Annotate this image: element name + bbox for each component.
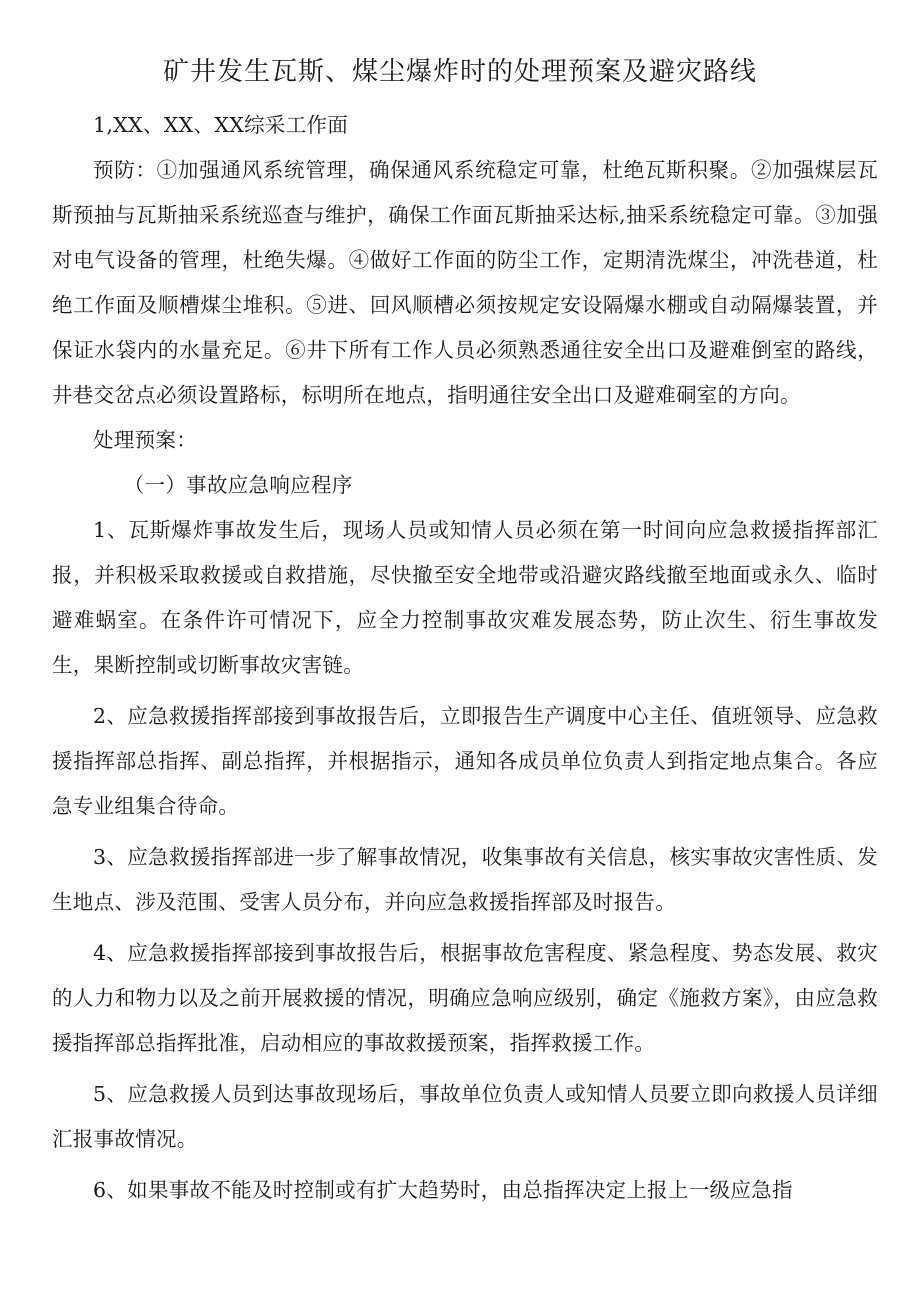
step-paragraph-6: 6、如果事故不能及时控制或有扩大趋势时，由总指挥决定上报上一级应急指 — [93, 1178, 793, 1202]
document-title: 矿井发生瓦斯、煤尘爆炸时的处理预案及避灾路线 — [162, 57, 757, 87]
section-heading: 1,XX、XX、XX综采工作面 — [93, 113, 349, 137]
plan-heading: 处理预案： — [93, 428, 197, 452]
step-paragraph-3: 3、应急救援指挥部进一步了解事故情况，收集事故有关信息，核实事故灾害性质、发生地点、涉及范围、受害人员分布，并向应急救援指挥部及时报告。 — [52, 845, 878, 914]
document-body — [52, 103, 878, 1219]
step-paragraph-2: 2、应急救援指挥部接到事故报告后，立即报告生产调度中心主任、值班领导、应急救援指挥部总指挥、副总指挥，并根据指示，通知各成员单位负责人到指定地点集合。各应急专业组集合待命。 — [52, 704, 878, 818]
step-paragraph-4: 4、应急救援指挥部接到事故报告后，根据事故危害程度、紧急程度、势态发展、救灾的人力和物力以及之前开展救援的情况，明确应急响应级别，确定《施救方案》，由应急救援指挥部总指挥批准，启动相应的事故救援预案，指挥救援工作。 — [52, 941, 878, 1055]
step-paragraph-1: 1、瓦斯爆炸事故发生后，现场人员或知情人员必须在第一时间向应急救援指挥部汇报，并积极采取救援或自救措施，尽快撤至安全地带或沿避灾路线撤至地面或永久、临时避难蜗室。在条件许可情况下，应全力控制事故灾难发展态势，防止次生、衍生事故发生，果断控制或切断事故灾害链。 — [52, 518, 878, 677]
step-paragraph-5: 5、应急救援人员到达事故现场后，事故单位负责人或知情人员要立即向救援人员详细汇报事故情况。 — [52, 1082, 878, 1151]
subsection-heading: （一）事故应急响应程序 — [123, 473, 353, 497]
prevention-paragraph: 预防：①加强通风系统管理，确保通风系统稳定可靠，杜绝瓦斯积聚。②加强煤层瓦斯预抽与瓦斯抽采系统巡查与维护，确保工作面瓦斯抽采达标,抽采系统稳定可靠。③加强对电气设备的管理，杜绝失爆。④做好工作面的防尘工作，定期清洗煤尘，冲洗巷道，杜绝工作面及顺槽煤尘堆积。⑤进、回风顺槽必须按规定安设隔爆水棚或自动隔爆装置，并保证水袋内的水量充足。⑥井下所有工作人员必须熟悉通往安全出口及避难倒室的路线，井巷交岔点必须设置路标，标明所在地点，指明通往安全出口及避难硐室的方向。 — [52, 158, 878, 407]
